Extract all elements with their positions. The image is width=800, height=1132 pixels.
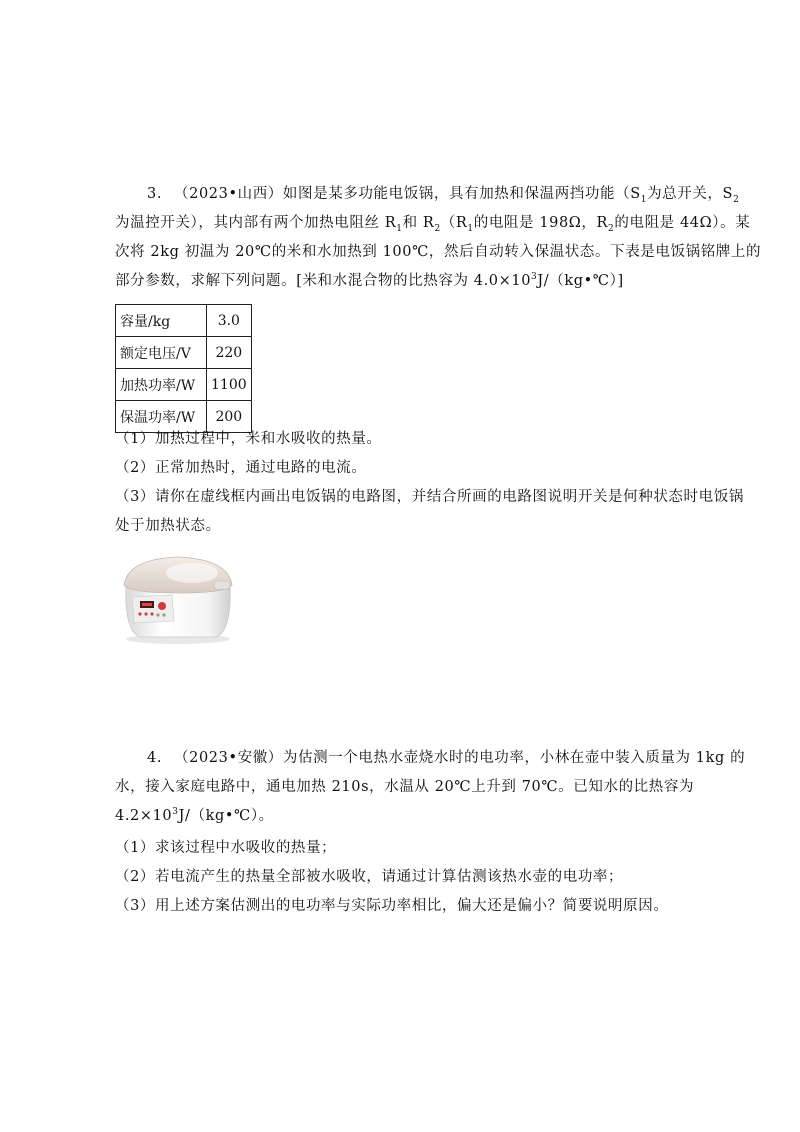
panel-dot [162, 613, 165, 616]
panel-dot [150, 612, 153, 615]
table-row [116, 337, 252, 369]
panel-dot [156, 613, 159, 616]
q4-line-2: 水，接入家庭电路中，通电加热 210s，水温从 20℃上升到 70℃。已知水的比热容为 [115, 779, 695, 795]
table-cell-value: 3.0 [207, 305, 252, 337]
q3-item-3: （3）请你在虚线框内画出电饭锅的电路图，并结合所画的电路图说明开关是何种状态时电饭锅 [115, 489, 744, 505]
question-3-items [115, 425, 744, 541]
q3-line-1: 3. （2023•山西）如图是某多功能电饭锅，具有加热和保温两挡功能（$S_1$为总开关，$S_2$ [115, 180, 705, 209]
start-button [158, 602, 166, 610]
control-panel [132, 595, 174, 623]
q3-line-3: 次将 2kg 初温为 20℃的米和水加热到 100℃，然后自动转入保温状态。下表是电饭锅铭牌上的 [115, 244, 762, 260]
table-cell-label: 加热功率/W [116, 369, 207, 401]
q3-item-3-cont: 处于加热状态。 [115, 518, 221, 534]
table-cell-label: 容量/kg [116, 305, 207, 337]
q3-item-1: （1）加热过程中，米和水吸收的热量。 [115, 431, 382, 447]
q4-line-3: $4.2\times 10^3J/(kg•℃)$。 [115, 807, 274, 824]
table-cell-value: 200 [207, 401, 252, 433]
display-digits [142, 603, 152, 606]
rice-cooker-image [118, 551, 236, 645]
question-3-stem [115, 180, 762, 296]
q4-item-3: （3）用上述方案估测出的电功率与实际功率相比，偏大还是偏小？简要说明原因。 [115, 898, 669, 914]
rice-cooker-parameter-table [115, 304, 252, 433]
question-number: 4. [147, 750, 163, 766]
panel-dot [138, 612, 141, 615]
q4-item-1: （1）求该过程中水吸收的热量； [115, 840, 337, 856]
table-row [116, 305, 252, 337]
table-cell-label: 额定电压/V [116, 337, 207, 369]
panel-dot [144, 612, 147, 615]
lid-highlight [166, 563, 218, 583]
lid-latch [214, 581, 230, 589]
table-cell-label: 保温功率/W [116, 401, 207, 433]
q3-line-2: 为温控开关），其内部有两个加热电阻丝 $R_1$和 $R_2(R_1$的电阻是 198Ω，$R_2$的电阻是 44Ω）。某 [115, 215, 751, 234]
table-cell-value: 1100 [207, 369, 252, 401]
q4-line-1: 4. （2023•安徽）为估测一个电热水壶烧水时的电功率，小林在壶中装入质量为 1kg 的 [115, 744, 705, 773]
q3-line-4: 部分参数，求解下列问题。[米和水混合物的比热容为 $4.0\times 10^3J/(kg•℃)$] [115, 272, 624, 289]
table-row [116, 369, 252, 401]
q3-item-2: （2）正常加热时，通过电路的电流。 [115, 460, 367, 476]
q4-item-2: （2）若电流产生的热量全部被水吸收，请通过计算估测该热水壶的电功率； [115, 869, 624, 885]
question-4-stem [115, 744, 746, 831]
question-4-items [115, 834, 705, 921]
question-number: 3. [147, 186, 163, 202]
table-cell-value: 220 [207, 337, 252, 369]
